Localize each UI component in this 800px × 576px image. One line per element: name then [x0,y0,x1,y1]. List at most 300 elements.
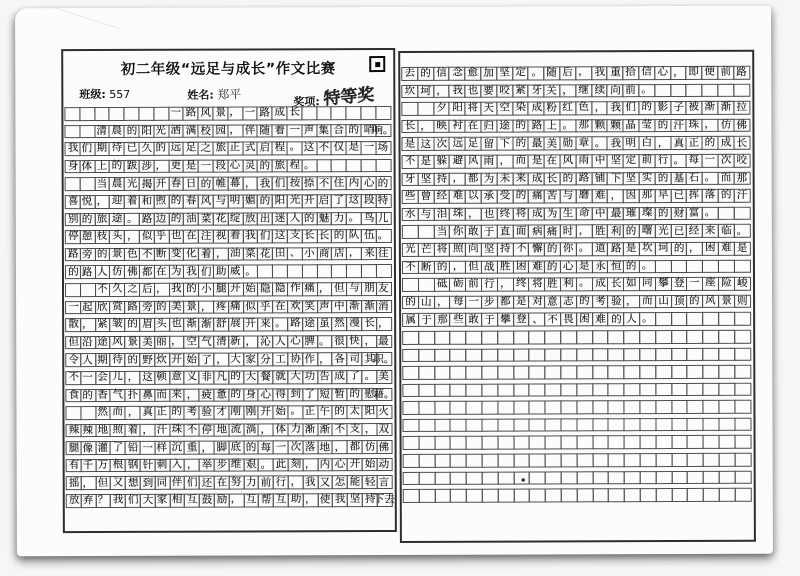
grid-cell: 红 [559,102,576,116]
grid-cell: 身 [243,388,259,402]
grid-cell [592,348,609,362]
grid-cell: 的 [718,189,735,203]
grid-cell: 力 [331,212,347,226]
grid-cell [513,489,530,503]
grid-cell: 的 [183,283,199,297]
grid-cell: 。 [528,66,545,80]
grid-cell: 清 [213,335,229,349]
grid-cell [498,489,515,503]
grid-cell: 受 [496,190,513,204]
grid-cell: 腿 [213,283,229,297]
grid-cell: 渐 [184,318,200,332]
grid-cell [418,419,435,433]
grid-cell [702,259,719,273]
grid-cell: 一 [286,124,302,138]
grid-cell: 渐 [702,101,719,115]
grid-cell: 断 [154,248,170,262]
grid-cell: 持 [497,243,514,257]
grid-cell: 幕 [227,177,243,191]
grid-cell: 气 [110,388,126,402]
grid-row [403,470,753,485]
grid-cell: 的 [124,353,140,367]
grid-cell: 别 [65,213,81,227]
grid-cell: 流 [228,423,244,437]
grid-cell: 。 [576,277,593,291]
grid-cell: 想 [125,476,141,490]
grid-cell: 。 [287,405,303,419]
grid-cell: 渐 [346,300,362,314]
grid-cell: 前 [717,66,734,80]
grid-cell: 途 [109,213,125,227]
grid-cell: 视 [213,230,229,244]
grid-cell: 而 [154,388,170,402]
grid-cell: 的 [512,137,529,151]
grid-cell: 断 [418,260,435,274]
grid-cell: 小 [302,247,318,261]
grid-cell [316,265,332,279]
grid-cell: 前 [639,154,656,168]
grid-cell: 色 [124,248,140,262]
grid-cell: 路 [65,248,81,262]
grid-cell: 快 [346,335,362,349]
grid-cell [545,453,562,467]
grid-cell: 大 [140,494,156,508]
grid-cell: 利 [607,225,624,239]
grid-cell: 维 [228,458,244,472]
grid-cell: 那 [639,189,656,203]
grid-cell: 田 [272,247,288,261]
grid-cell [702,383,719,397]
grid-cell: 都 [139,265,155,279]
grid-cell: 始 [362,458,378,472]
grid-cell: 支 [347,423,363,437]
grid-cell: 重 [607,66,624,80]
grid-cell: 念 [449,67,466,81]
grid-cell [466,383,483,397]
grid-cell: 相 [169,494,185,508]
grid-cell [482,489,499,503]
grid-cell: 艰 [243,458,259,472]
grid-cell: 旅 [94,213,110,227]
grid-cell [560,365,577,379]
grid-cell: 成 [592,277,609,291]
grid-cell: 峻 [734,277,751,291]
grid-cell: ， [496,155,513,169]
grid-cell: 经 [686,224,703,238]
grid-cell [671,435,688,449]
grid-cell: 然 [95,406,111,420]
grid-cell [592,401,609,415]
grid-cell: 与 [346,282,362,296]
grid-cell [450,383,467,397]
grid-cell: 一 [702,154,719,168]
grid-cell: 轻 [362,476,378,490]
grid-cell: 如 [623,277,640,291]
grid-cell: ， [332,440,348,454]
grid-cell: 菜 [242,247,258,261]
grid-cell: ， [591,101,608,115]
grid-cell: 帮 [258,493,274,507]
grid-row [65,300,393,315]
grid-cell: 困 [513,260,530,274]
grid-cell: 了 [110,441,126,455]
grid-cell: 终 [497,207,514,221]
grid-cell: 长 [733,136,750,150]
grid-cell: 非 [198,371,214,385]
grid-cell: 队 [346,229,362,243]
grid-cell: 的 [638,101,655,115]
grid-cell [434,331,451,345]
grid-cell: 也 [169,318,185,332]
grid-cell: 成 [528,172,545,186]
grid-cell: 人 [287,212,303,226]
grid-cell: 我 [302,476,318,490]
grid-cell: 举 [199,459,215,473]
grid-cell: 同 [154,476,170,490]
grid-cell: 不 [512,242,529,256]
grid-cell: ， [227,107,243,121]
grid-cell: 向 [465,243,482,257]
grid-cell: ， [623,295,640,309]
grid-cell: 伍 [361,229,377,243]
grid-cell: 不 [95,283,111,297]
grid-cell [718,207,735,221]
grid-row [66,458,394,473]
grid-cell: 战 [481,260,498,274]
grid-cell: 的 [686,295,703,309]
grid-row [65,247,393,262]
grid-cell: 水 [402,208,419,222]
grid-cell: 疼 [213,300,229,314]
grid-cell: 留 [480,137,497,151]
grid-cell: 也 [168,230,184,244]
grid-cell [686,84,703,98]
grid-row [65,159,393,174]
grid-cell: 花 [213,212,229,226]
grid-cell: 心 [560,260,577,274]
grid-cell: 们 [623,101,640,115]
grid-cell: 儿 [110,371,126,385]
grid-cell [733,83,750,97]
grid-cell: 集 [316,124,332,138]
grid-cell: ， [288,476,304,490]
grid-cell: 但 [65,336,81,350]
grid-cell: 始 [243,282,259,296]
grid-cell: 颗 [591,119,608,133]
grid-cell: 咬 [733,154,750,168]
grid-cell: 景 [718,295,735,309]
grid-cell: 还 [199,476,215,490]
grid-cell: 仿 [717,119,734,133]
grid-cell: 是 [417,155,434,169]
grid-cell: 开 [169,353,185,367]
grid-row [64,106,392,121]
grid-cell: 后 [139,283,155,297]
grid-cell: ？ [95,494,111,508]
grid-cell [608,488,625,502]
grid-cell: 泪 [433,208,450,222]
grid-cell: 人 [80,353,96,367]
grid-cell: 珠 [686,119,703,133]
grid-cell: 。 [301,159,317,173]
grid-cell [80,283,96,297]
grid-row [402,365,752,380]
grid-row [65,141,393,156]
grid-cell: 落 [302,441,318,455]
grid-cell [592,436,609,450]
grid-cell [687,418,704,432]
grid-row [65,264,393,279]
grid-cell [513,436,530,450]
grid-cell: 实 [639,172,656,186]
grid-cell: 影 [654,101,671,115]
grid-cell: 璨 [639,207,656,221]
grid-cell: 散 [65,318,81,332]
grid-cell [576,471,593,485]
grid-cell: 行 [481,278,498,292]
grid-cell: 难 [592,313,609,327]
grid-cell [418,384,435,398]
grid-cell: 久 [109,283,125,297]
grid-cell: 远 [168,142,184,156]
grid-cell: 汗 [733,189,750,203]
grid-cell: 子 [670,101,687,115]
grid-cell: 洒 [168,124,184,138]
grid-row [65,335,393,350]
grid-cell: 启 [316,194,332,208]
grid-cell: 久 [138,142,154,156]
grid-cell [655,348,672,362]
grid-cell: 将 [465,102,482,116]
grid-cell: 像 [80,441,96,455]
grid-cell: 往 [376,247,392,261]
grid-cell [671,312,688,326]
grid-cell: 旁 [80,248,96,262]
grid-cell: 经 [433,190,450,204]
grid-cell: 山 [418,296,435,310]
grid-cell: 佛 [733,119,750,133]
grid-cell: 枝 [94,230,110,244]
grid-cell: 动 [376,458,392,472]
grid-cell: 风 [560,154,577,168]
grid-cell: ， [302,458,318,472]
grid-cell [417,102,434,116]
grid-cell [686,312,703,326]
grid-cell: 又 [110,476,126,490]
grid-cell: 的 [702,136,719,150]
grid-cell: 样 [154,441,170,455]
grid-cell: 敢 [465,225,482,239]
grid-cell: 这 [346,194,362,208]
grid-cell: 将 [512,207,529,221]
grid-cell [734,488,751,502]
grid-cell: 地 [317,440,333,454]
grid-cell: 心 [258,388,274,402]
grid-cell [418,225,435,239]
grid-cell [529,383,546,397]
grid-cell [402,331,419,345]
grid-cell [109,107,125,121]
grid-cell: 职。 [373,352,395,366]
grid-cell: 凡 [213,370,229,384]
grid-cell [671,471,688,485]
grid-cell [718,382,735,396]
grid-cell: ， [184,459,200,473]
grid-cell [434,489,451,503]
grid-cell [403,454,420,468]
grid-cell: 。 [638,84,655,98]
grid-cell: 。 [702,171,719,185]
grid-cell: 得 [273,388,289,402]
grid-cell: 、 [528,313,545,327]
grid-cell [703,488,720,502]
grid-cell: ， [449,260,466,274]
grid-cell: 明 [227,194,243,208]
grid-cell: 着 [124,195,140,209]
grid-cell: 互 [184,494,200,508]
grid-row [402,224,752,239]
grid-cell: 风 [702,295,719,309]
grid-cell [80,406,96,420]
grid-row [402,207,752,222]
grid-cell: 风 [198,107,214,121]
grid-cell [331,159,347,173]
grid-cell: 色 [575,101,592,115]
grid-cell: 为 [169,265,185,279]
grid-cell: 定 [623,154,640,168]
paper-crease-mark [54,7,121,30]
grid-cell: 临 [718,224,735,238]
grid-cell [576,330,593,344]
grid-cell [79,107,95,121]
grid-cell [687,400,704,414]
grid-row [402,154,752,169]
grid-cell [450,419,467,433]
grid-cell [655,418,672,432]
grid-cell: 始 [273,405,289,419]
grid-cell: 我 [169,283,185,297]
grid-cell [497,471,514,485]
grid-cell: 成 [717,136,734,150]
grid-cell: 光 [655,224,672,238]
grid-cell: 。 [243,265,259,279]
grid-cell: 坷 [655,242,672,256]
grid-cell: 是 [528,154,545,168]
grid-cell: 山 [655,295,672,309]
grid-cell: 刚 [243,406,259,420]
grid-cell: 景 [109,248,125,262]
grid-cell [670,84,687,98]
grid-cell: 的 [654,207,671,221]
grid-cell: 顶 [671,295,688,309]
grid-cell: 生 [560,207,577,221]
grid-cell: 天 [480,102,497,116]
grid-cell: 。 [286,142,302,156]
grid-cell: 夕 [433,102,450,116]
grid-cell [529,454,546,468]
grid-cell [703,471,720,485]
grid-cell [545,489,562,503]
grid-cell: 段 [361,194,377,208]
grid-cell: ， [497,278,514,292]
grid-cell [450,401,467,415]
grid-cell: 到 [140,476,156,490]
grid-cell [623,348,640,362]
grid-cell [497,454,514,468]
grid-cell: 体 [79,160,95,174]
grid-cell: 。 [591,137,608,151]
registration-mark-inner [375,62,380,67]
grid-cell [418,278,435,292]
grid-cell: 之 [198,142,214,156]
grid-cell [418,472,435,486]
grid-cell: 渐 [361,300,377,314]
grid-cell [257,265,273,279]
grid-cell: 不 [332,423,348,437]
grid-cell: 成 [272,106,288,120]
grid-cell: 鼻 [139,388,155,402]
grid-cell: 步 [214,458,230,472]
grid-cell [529,366,546,380]
grid-cell: 下去 [373,493,396,506]
grid-cell: 在 [214,476,230,490]
grid-cell: 路 [139,212,155,226]
grid-cell: 的 [623,260,640,274]
grid-cell: 的 [124,318,140,332]
grid-cell [545,383,562,397]
grid-cell: 一 [198,159,214,173]
grid-cell [717,83,734,97]
grid-cell: ， [243,335,259,349]
grid-cell [592,418,609,432]
grid-cell [450,471,467,485]
grid-cell [497,330,514,344]
grid-cell [734,330,751,344]
grid-cell [718,435,735,449]
grid-cell: 即 [686,66,703,80]
grid-cell: 程 [287,159,303,173]
grid-cell: 阳 [449,102,466,116]
grid-cell [655,488,672,502]
grid-row [65,388,393,403]
grid-cell [529,330,546,344]
grid-cell: 欣 [95,301,111,315]
grid-cell: 的 [434,260,451,274]
grid-cell: 行 [654,154,671,168]
grid-cell [734,382,751,396]
grid-cell [655,453,672,467]
grid-cell: 一 [140,441,156,455]
grid-cell: 坎 [639,242,656,256]
grid-cell: 。 [734,224,751,238]
grid-cell: 助 [288,493,304,507]
grid-cell: 着 [125,424,141,438]
grid-cell: 拾 [622,66,639,80]
grid-cell: 持 [362,493,378,507]
grid-cell: 承 [481,190,498,204]
grid-cell: 痛 [228,300,244,314]
grid-cell [608,418,625,432]
grid-cell [576,418,593,432]
grid-cell: 光 [402,243,419,257]
grid-cell [670,260,687,274]
grid-row [64,124,392,139]
grid-cell: 前 [258,476,274,490]
grid-cell: 珠 [169,423,185,437]
grid-row [402,382,752,397]
grid-cell [734,418,751,432]
grid-cell: 有 [66,459,82,473]
